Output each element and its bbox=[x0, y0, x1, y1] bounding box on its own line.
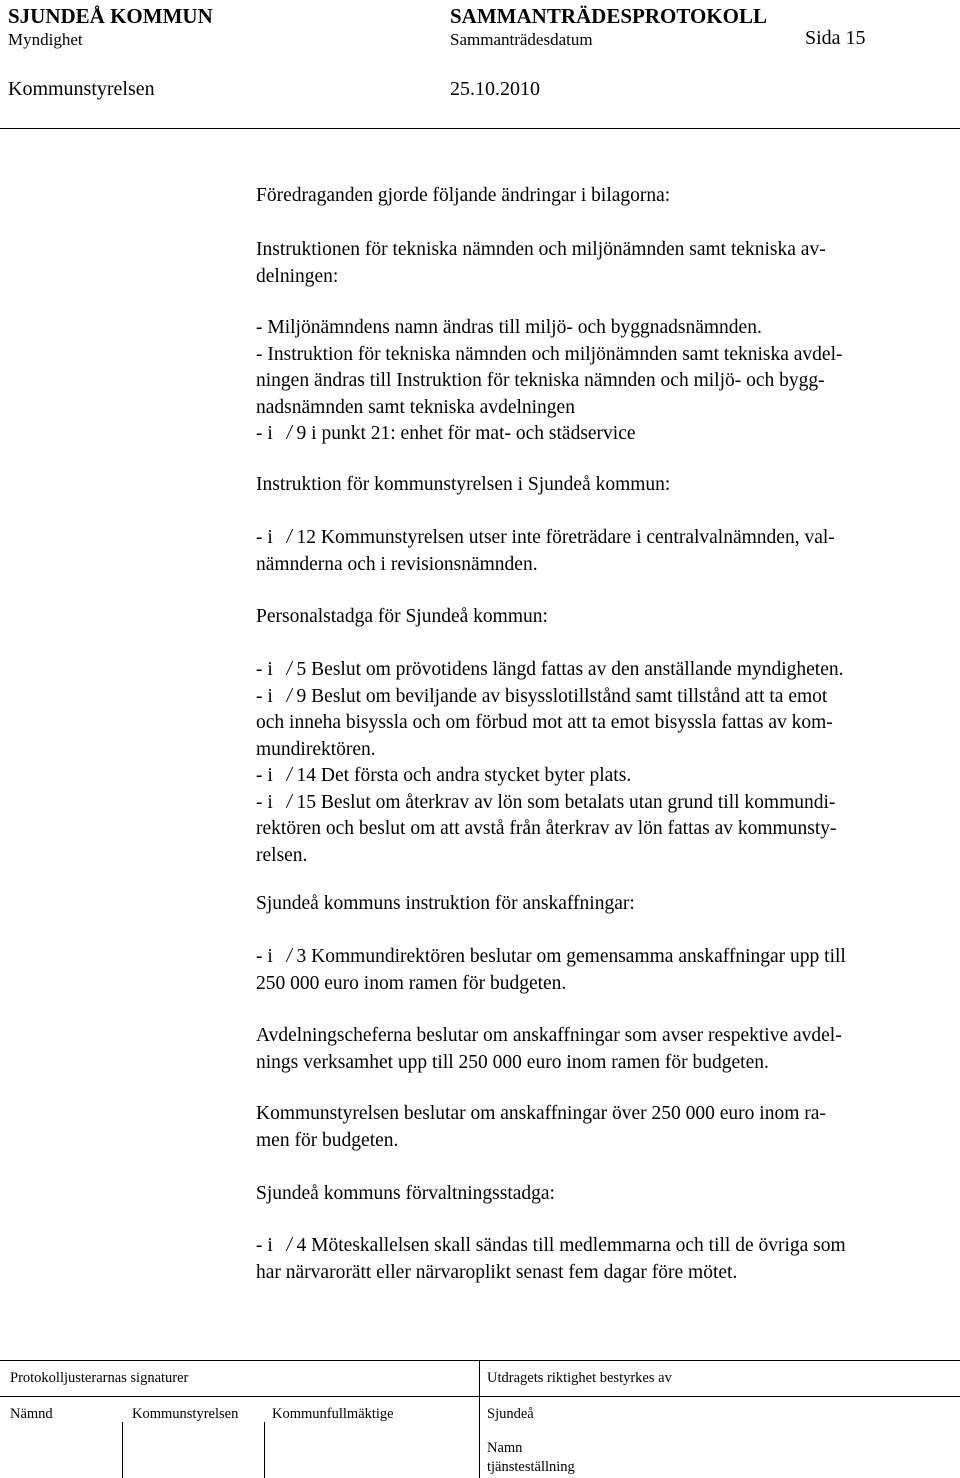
text-line: Instruktion för kommunstyrelsen i Sjundeå kommun: bbox=[256, 474, 671, 495]
text-line: nadsnämnden samt tekniska avdelningen bbox=[256, 396, 575, 418]
text-line: - Miljönämndens namn ändras till miljö- och byggnadsnämnden. bbox=[256, 317, 762, 338]
text-line: relsen. bbox=[256, 844, 308, 866]
text-line: - Instruktion för tekniska nämnden och miljönämnden samt tekniska avdel- bbox=[256, 343, 843, 365]
text-line: och inneha bisyssla och om förbud mot att ta emot bisyssla fattas av kom- bbox=[256, 712, 833, 733]
section-sign-icon bbox=[278, 792, 292, 810]
text-line: nämnderna och i revisionsnämnden. bbox=[256, 553, 538, 575]
page-number: Sida 15 bbox=[805, 27, 866, 49]
footer-column-divider bbox=[479, 1360, 480, 1478]
text-line: har närvarorätt eller närvaroplikt senast fem dagar före mötet. bbox=[256, 1261, 738, 1283]
text-line: - i 5 Beslut om prövotidens längd fattas av den anställande myndigheten. bbox=[256, 659, 844, 680]
header-divider bbox=[0, 128, 960, 129]
text-line: men för budgeten. bbox=[256, 1129, 399, 1151]
footer-place: Sjundeå bbox=[487, 1406, 534, 1422]
text-line: mundirektören. bbox=[256, 738, 376, 760]
text-line: Sjundeå kommuns förvaltningsstadga: bbox=[256, 1183, 555, 1204]
footer-column-assembly: Kommunfullmäktige bbox=[272, 1406, 394, 1422]
section-sign-icon bbox=[278, 946, 292, 964]
instruction-technical-changes bbox=[256, 315, 946, 448]
footer-column-council: Nämnd bbox=[10, 1406, 53, 1422]
text-line: - i 12 Kommunstyrelsen utser inte företrädare i centralvalnämnden, val- bbox=[256, 527, 835, 548]
text-line: 250 000 euro inom ramen för budgeten. bbox=[256, 972, 567, 994]
footer-top-border bbox=[0, 1360, 960, 1361]
section-sign-icon bbox=[278, 423, 292, 441]
procurement-board-rule bbox=[256, 1101, 946, 1154]
text-line: - i 14 Det första och andra stycket byter plats. bbox=[256, 765, 632, 786]
footer-title-label: tjänsteställning bbox=[487, 1459, 575, 1475]
municipality-name: SJUNDEÅ KOMMUN bbox=[8, 4, 213, 28]
text-line: rektören och beslut om att avstå från återkrav av lön fattas av kommunsty- bbox=[256, 818, 837, 839]
section-sign-icon bbox=[278, 659, 292, 677]
text-line: - i 9 i punkt 21: enhet för mat- och städservice bbox=[256, 423, 636, 444]
authority-label: Myndighet bbox=[8, 30, 83, 49]
meeting-date: 25.10.2010 bbox=[450, 78, 540, 100]
section-sign-icon bbox=[278, 1235, 292, 1253]
text-line: Instruktionen för tekniska nämnden och miljönämnden samt tekniska av- bbox=[256, 239, 826, 260]
text-line: - i 4 Möteskallelsen skall sändas till medlemmarna och till de övriga som bbox=[256, 1235, 846, 1256]
text-line: delningen: bbox=[256, 265, 339, 287]
text-line: Sjundeå kommuns instruktion för anskaffningar: bbox=[256, 893, 635, 914]
authority-name: Kommunstyrelsen bbox=[8, 78, 155, 100]
text-line: - i 15 Beslut om återkrav av lön som betalats utan grund till kommundi- bbox=[256, 791, 836, 813]
personnel-statute-heading bbox=[256, 604, 946, 631]
text-line: - i 3 Kommundirektören beslutar om gemensamma anskaffningar upp till bbox=[256, 946, 846, 967]
signatures-label: Protokolljusterarnas signaturer bbox=[10, 1370, 189, 1386]
certification-label: Utdragets riktighet bestyrkes av bbox=[487, 1370, 672, 1386]
text-line: ningen ändras till Instruktion för tekniska nämnden och miljö- och bygg- bbox=[256, 370, 825, 391]
text-line: nings verksamhet upp till 250 000 euro inom ramen för budgeten. bbox=[256, 1051, 769, 1073]
footer-name-label: Namn bbox=[487, 1440, 523, 1456]
instruction-board-heading bbox=[256, 472, 946, 499]
administrative-statute-heading bbox=[256, 1181, 946, 1208]
instruction-technical-heading bbox=[256, 237, 946, 290]
procurement-instruction-heading bbox=[256, 891, 946, 918]
footer-column-board: Kommunstyrelsen bbox=[132, 1406, 239, 1422]
instruction-board-changes bbox=[256, 525, 946, 578]
intro-paragraph bbox=[256, 183, 946, 210]
personnel-statute-changes bbox=[256, 657, 946, 869]
administrative-statute-changes bbox=[256, 1233, 946, 1286]
text-line: - i 9 Beslut om beviljande av bisysslotillstånd samt tillstånd att ta emot bbox=[256, 685, 828, 707]
text-line: Avdelningscheferna beslutar om anskaffningar som avser respektive avdel- bbox=[256, 1025, 842, 1046]
text-line: Personalstadga för Sjundeå kommun: bbox=[256, 606, 548, 627]
procurement-department-rule bbox=[256, 1023, 946, 1076]
text-line: Föredraganden gjorde följande ändringar i bilagorna: bbox=[256, 185, 671, 206]
procurement-director-rule bbox=[256, 944, 946, 997]
text-line: Kommunstyrelsen beslutar om anskaffningar över 250 000 euro inom ra- bbox=[256, 1103, 826, 1124]
meeting-date-label: Sammanträdesdatum bbox=[450, 30, 593, 49]
section-sign-icon bbox=[278, 527, 292, 545]
signature-box-divider bbox=[122, 1422, 123, 1478]
section-sign-icon bbox=[278, 765, 292, 783]
signature-box-divider bbox=[264, 1422, 265, 1478]
section-sign-icon bbox=[278, 686, 292, 704]
footer-row-divider bbox=[0, 1396, 960, 1397]
document-type: SAMMANTRÄDESPROTOKOLL bbox=[450, 4, 767, 28]
